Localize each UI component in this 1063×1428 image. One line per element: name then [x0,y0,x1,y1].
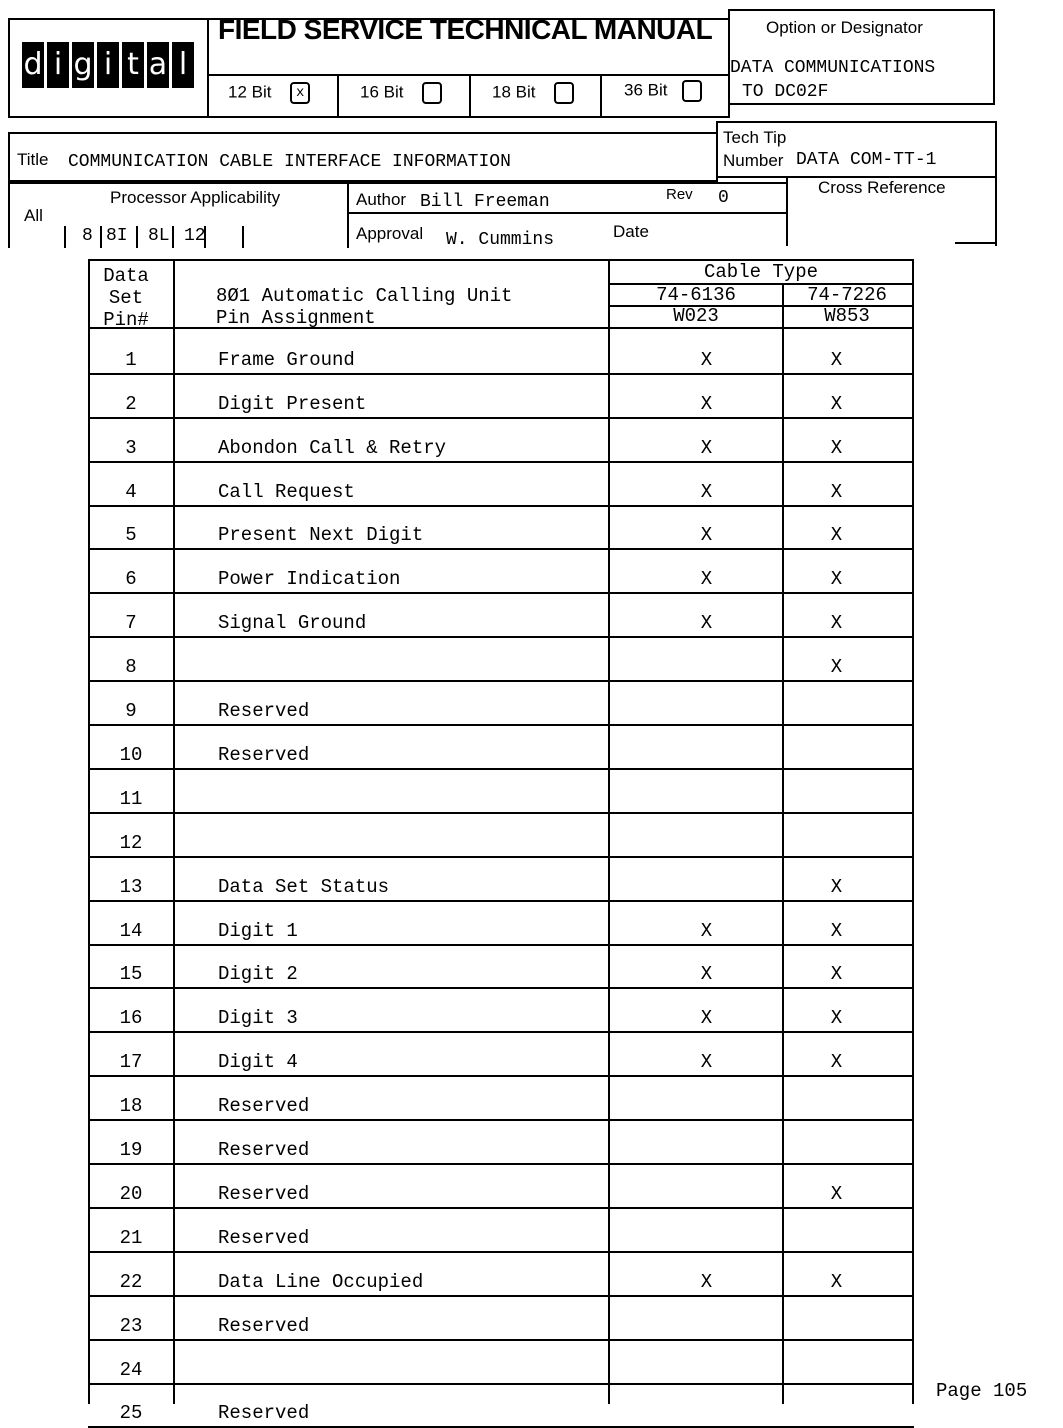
table-row [88,858,914,902]
logo-letter: g [72,42,94,88]
bit-label: 36 Bit [624,80,668,100]
logo-letter: i [47,42,69,88]
description-cell: Reserved [218,1182,310,1205]
cable-1-mark: X [700,963,713,986]
pin-cell: 10 [119,743,143,766]
description-cell: Digit 4 [218,1051,298,1074]
pin-cell: 25 [119,1402,143,1425]
table-row [88,331,914,375]
table-row [88,682,914,726]
description-cell: Abondon Call & Retry [218,436,447,459]
logo-letter: l [172,42,194,88]
pin-header-3: Pin# [103,309,149,331]
table-row [88,507,914,551]
table-row [88,1033,914,1077]
description-cell: Reserved [218,1314,310,1337]
desc-header-2: Pin Assignment [216,307,376,329]
number-label: Number [723,151,784,170]
cable-2-mark: X [830,480,843,503]
pin-header-2: Set [108,287,144,309]
cable-2-mark: X [830,919,843,942]
pin-cell: 6 [125,568,137,591]
bit-option-36 [624,80,702,102]
logo-letter: i [97,42,119,88]
bit-checkbox[interactable] [682,80,702,102]
table-row [88,1297,914,1341]
cross-ref-bottom [955,242,997,244]
table-row [88,814,914,858]
option-line2: TO DC02F [742,82,829,102]
pin-cell: 9 [125,700,137,723]
cable-1-mark: X [700,1007,713,1030]
pin-cell: 3 [125,436,137,459]
processor-label: Processor Applicability [110,188,281,207]
header-divider [207,18,209,118]
cable-1-mark: X [700,480,713,503]
table-row [88,419,914,463]
rev-value: 0 [718,188,729,208]
cable-2-code: W853 [824,305,870,327]
cable-1-code: W023 [673,305,719,327]
title-label: Title [17,150,49,169]
description-cell: Digit 1 [218,919,298,942]
pin-cell: 22 [119,1270,143,1293]
description-cell: Digit 2 [218,963,298,986]
description-cell: Signal Ground [218,612,367,635]
processor-cell: 12 [172,226,204,248]
bit-checkbox[interactable]: x [290,82,310,104]
pin-cell: 14 [119,919,143,942]
description-cell: Reserved [218,1095,310,1118]
table-row [88,1209,914,1253]
pin-cell: 19 [119,1139,143,1162]
cable-2-mark: X [830,568,843,591]
pin-cell: 20 [119,1182,143,1205]
cable-2-mark: X [830,1182,843,1205]
pin-cell: 17 [119,1051,143,1074]
cable-2-mark: X [830,1007,843,1030]
description-cell: Present Next Digit [218,524,424,547]
cable-1-mark: X [700,568,713,591]
description-cell: Frame Ground [218,348,355,371]
cable-1-mark: X [700,392,713,415]
description-cell: Reserved [218,1226,310,1249]
cable-2-mark: X [830,1270,843,1293]
manual-title: FIELD SERVICE TECHNICAL MANUAL [218,14,713,45]
cable-2-mark: X [830,875,843,898]
table-row [88,594,914,638]
processor-list [64,226,280,248]
table-row [88,638,914,682]
option-label: Option or Designator [766,18,923,37]
processor-cell [204,226,242,248]
table-row [88,463,914,507]
all-label: All [24,206,43,225]
cable-type-label: Cable Type [703,261,819,283]
description-cell: Reserved [218,1139,310,1162]
cable-header-divider [782,283,784,329]
approval-label: Approval [356,224,424,243]
table-row [88,375,914,419]
author-label: Author [356,190,407,209]
bit-divider [600,74,602,118]
pin-cell: 2 [125,392,137,415]
pin-header-1: Data [103,265,149,287]
pin-cell: 13 [119,875,143,898]
pin-cell: 4 [125,480,137,503]
desc-header-1: 8Ø1 Automatic Calling Unit [216,285,513,307]
description-cell: Digit Present [218,392,367,415]
author-divider [347,212,786,214]
bit-divider [469,74,471,118]
option-line1: DATA COMMUNICATIONS [730,58,936,78]
pin-cell: 11 [119,787,143,810]
logo-letter: a [147,42,169,88]
processor-cell: 8I [100,226,136,248]
description-cell: Data Line Occupied [218,1270,424,1293]
number-value: DATA COM-TT-1 [796,150,937,170]
bit-checkbox[interactable] [554,82,574,104]
logo-letter: d [22,42,44,88]
description-cell: Reserved [218,700,310,723]
description-cell: Power Indication [218,568,401,591]
bit-option-18 [492,82,574,104]
cable-1-mark: X [700,1270,713,1293]
table-row [88,1121,914,1165]
cable-2-mark: X [830,963,843,986]
bit-label: 18 Bit [492,82,536,102]
table-row [88,946,914,990]
tech-tip-label: Tech Tip [723,128,787,147]
cable-2-mark: X [830,392,843,415]
cable-1-mark: X [700,436,713,459]
rev-label: Rev [666,186,693,203]
bit-label: 16 Bit [360,82,404,102]
table-row [88,1077,914,1121]
pin-cell: 15 [119,963,143,986]
cable-2-mark: X [830,612,843,635]
bit-checkbox[interactable] [422,82,442,104]
table-row [88,1385,914,1428]
logo-letter: t [122,42,144,88]
info-divider [8,182,786,184]
pin-cell: 1 [125,348,137,371]
cable-1-mark: X [700,524,713,547]
description-cell: Reserved [218,1402,310,1425]
author-value: Bill Freeman [420,192,550,212]
table-row [88,1253,914,1297]
cable-1-mark: X [700,1051,713,1074]
pin-cell: 23 [119,1314,143,1337]
cross-ref-right-border [995,176,997,246]
table-row [88,990,914,1034]
table-row [88,1341,914,1385]
table-row [88,902,914,946]
cable-2-part: 74-7226 [807,284,887,306]
table-header [88,259,914,329]
pin-cell: 5 [125,524,137,547]
description-cell: Digit 3 [218,1007,298,1030]
table-row [88,1165,914,1209]
description-cell: Data Set Status [218,875,390,898]
page-number: Page 105 [936,1380,1028,1402]
bit-option-16 [360,82,442,104]
cable-2-mark: X [830,1051,843,1074]
processor-cell: 8 [64,226,100,248]
description-cell: Call Request [218,480,355,503]
pin-cell: 18 [119,1095,143,1118]
cable-1-part: 74-6136 [656,284,736,306]
pin-cell: 24 [119,1358,143,1381]
cable-2-mark: X [830,348,843,371]
pin-cell: 12 [119,831,143,854]
digital-logo [22,42,194,88]
cable-2-mark: X [830,436,843,459]
info-left-border [8,182,10,248]
pin-cell: 16 [119,1007,143,1030]
cable-2-mark: X [830,656,843,679]
cable-1-mark: X [700,919,713,942]
title-value: COMMUNICATION CABLE INTERFACE INFORMATION [68,152,511,172]
approval-value: W. Cummins [446,230,555,250]
bit-label: 12 Bit [228,82,272,102]
cross-ref-left-border [786,176,788,246]
date-label: Date [613,222,649,241]
pin-cell: 21 [119,1226,143,1249]
table-row [88,770,914,814]
bit-divider [337,74,339,118]
cross-ref-label: Cross Reference [818,178,946,197]
bit-option-12 [228,82,310,104]
processor-cell: 8L [136,226,172,248]
cable-1-mark: X [700,612,713,635]
processor-cell [242,226,280,248]
table-row [88,551,914,595]
pin-cell: 7 [125,612,137,635]
description-cell: Reserved [218,743,310,766]
pin-cell: 8 [125,656,137,679]
author-left-border [347,182,349,248]
table-row [88,726,914,770]
cable-2-mark: X [830,524,843,547]
cable-1-mark: X [700,348,713,371]
